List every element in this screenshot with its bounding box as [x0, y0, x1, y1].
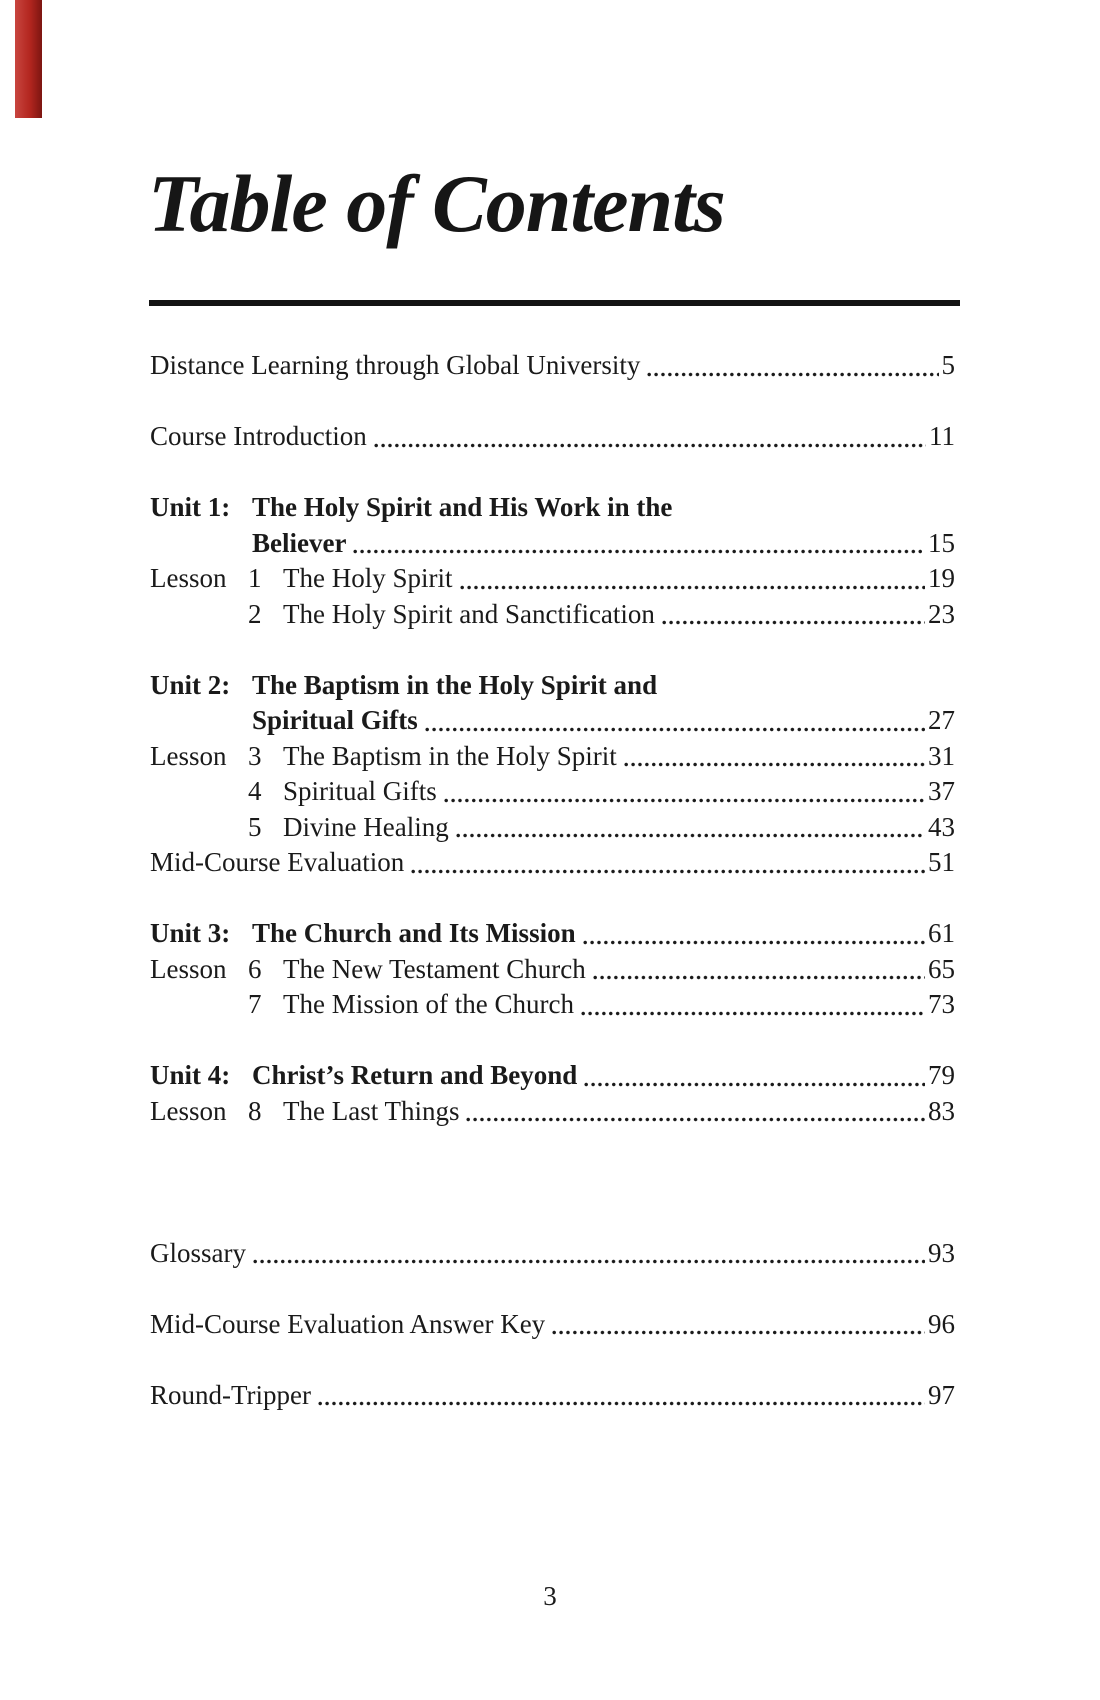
entry-page-number: 5	[941, 350, 955, 380]
entry-page-number: 96	[928, 1308, 955, 1339]
lesson-label: Lesson	[150, 563, 227, 593]
entry-title: The Holy Spirit and Sanctification	[283, 598, 655, 629]
lesson-label: Lesson	[150, 953, 227, 984]
toc-gap	[150, 1342, 955, 1378]
toc-entry	[150, 810, 955, 846]
entry-title: The Church and Its Mission	[252, 918, 576, 948]
lesson-label: Lesson	[150, 1095, 227, 1126]
toc-gap	[150, 1023, 955, 1059]
entry-page-number: 97	[928, 1379, 955, 1410]
toc-gap	[150, 1129, 955, 1236]
entry-page-number: 15	[928, 527, 955, 558]
dot-leader	[584, 1082, 925, 1087]
entry-page-number: 19	[928, 563, 955, 593]
toc-entry	[150, 1307, 955, 1343]
entry-page-number: 93	[928, 1237, 955, 1268]
entry-title: The Baptism in the Holy Spirit and	[252, 669, 658, 700]
entry-title: Mid-Course Evaluation Answer Key	[150, 1308, 546, 1339]
lesson-number: 1	[248, 563, 262, 593]
toc-gap	[150, 455, 955, 491]
toc-gap	[150, 1271, 955, 1307]
entry-title: The Holy Spirit	[283, 563, 453, 593]
dot-leader	[374, 443, 926, 448]
lesson-number: 5	[248, 811, 262, 842]
dot-leader	[647, 372, 938, 377]
lesson-number: 3	[248, 740, 262, 771]
entry-page-number: 73	[928, 989, 955, 1019]
lesson-number: 8	[248, 1095, 262, 1126]
entry-title: The New Testament Church	[283, 953, 586, 984]
toc-entry	[150, 490, 955, 526]
unit-label: Unit 3:	[150, 918, 231, 948]
entry-title: The Holy Spirit and His Work in the	[252, 492, 673, 522]
entry-page-number: 61	[928, 918, 955, 948]
toc-entry	[150, 1094, 955, 1130]
entry-title: Glossary	[150, 1237, 246, 1268]
entry-title: Divine Healing	[283, 811, 449, 842]
lesson-number: 7	[248, 989, 262, 1019]
toc-gap	[150, 632, 955, 668]
entry-page-number: 65	[928, 953, 955, 984]
entry-page-number: 31	[928, 740, 955, 771]
dot-leader	[318, 1401, 925, 1406]
page-title: Table of Contents	[148, 158, 725, 249]
entry-page-number: 43	[928, 811, 955, 842]
dot-leader	[253, 1259, 925, 1264]
toc-entry	[150, 703, 955, 739]
toc-entry	[150, 561, 955, 597]
toc-entry	[150, 774, 955, 810]
entry-page-number: 27	[928, 705, 955, 735]
title-rule	[149, 300, 960, 306]
entry-title: The Baptism in the Holy Spirit	[283, 740, 617, 771]
toc-entry	[150, 952, 955, 988]
toc-entry	[150, 597, 955, 633]
dot-leader	[456, 833, 925, 838]
entry-page-number: 23	[928, 598, 955, 629]
toc-entry	[150, 987, 955, 1023]
entry-title: Mid-Course Evaluation	[150, 847, 405, 877]
toc-entry	[150, 1058, 955, 1094]
dot-leader	[353, 549, 925, 554]
dot-leader	[583, 940, 925, 945]
lesson-number: 4	[248, 776, 262, 806]
toc-gap	[150, 384, 955, 420]
toc-entry	[150, 348, 955, 384]
toc-entry	[150, 1378, 955, 1414]
toc-list	[150, 348, 955, 1413]
toc-entry	[150, 526, 955, 562]
entry-page-number: 51	[928, 847, 955, 877]
dot-leader	[425, 727, 925, 732]
toc-entry	[150, 668, 955, 704]
toc-entry	[150, 419, 955, 455]
entry-page-number: 83	[928, 1095, 955, 1126]
toc-gap	[150, 881, 955, 917]
unit-label: Unit 2:	[150, 669, 231, 700]
dot-leader	[411, 869, 925, 874]
entry-page-number: 11	[929, 421, 955, 451]
lesson-number: 6	[248, 953, 262, 984]
entry-page-number: 79	[928, 1060, 955, 1090]
toc-entry	[150, 739, 955, 775]
dot-leader	[662, 620, 925, 625]
red-bookmark-ribbon	[15, 0, 42, 118]
entry-title: The Last Things	[283, 1095, 460, 1126]
entry-title: Distance Learning through Global University	[150, 350, 641, 380]
toc-entry	[150, 1236, 955, 1272]
entry-title: Spiritual Gifts	[283, 776, 437, 806]
toc-entry	[150, 845, 955, 881]
entry-title: The Mission of the Church	[283, 989, 574, 1019]
entry-title: Christ’s Return and Beyond	[252, 1060, 578, 1090]
dot-leader	[593, 975, 925, 980]
dot-leader	[444, 798, 925, 803]
dot-leader	[460, 585, 926, 590]
unit-label: Unit 4:	[150, 1060, 231, 1090]
lesson-number: 2	[248, 598, 262, 629]
entry-title: Spiritual Gifts	[252, 705, 418, 735]
entry-title: Believer	[252, 527, 347, 558]
lesson-label: Lesson	[150, 740, 227, 771]
entry-title: Round-Tripper	[150, 1379, 312, 1410]
toc-entry	[150, 916, 955, 952]
dot-leader	[552, 1330, 925, 1335]
page-number: 3	[543, 1581, 557, 1611]
entry-title: Course Introduction	[150, 421, 367, 451]
entry-page-number: 37	[928, 776, 955, 806]
dot-leader	[581, 1011, 925, 1016]
dot-leader	[624, 762, 925, 767]
unit-label: Unit 1:	[150, 492, 231, 522]
dot-leader	[466, 1117, 925, 1122]
